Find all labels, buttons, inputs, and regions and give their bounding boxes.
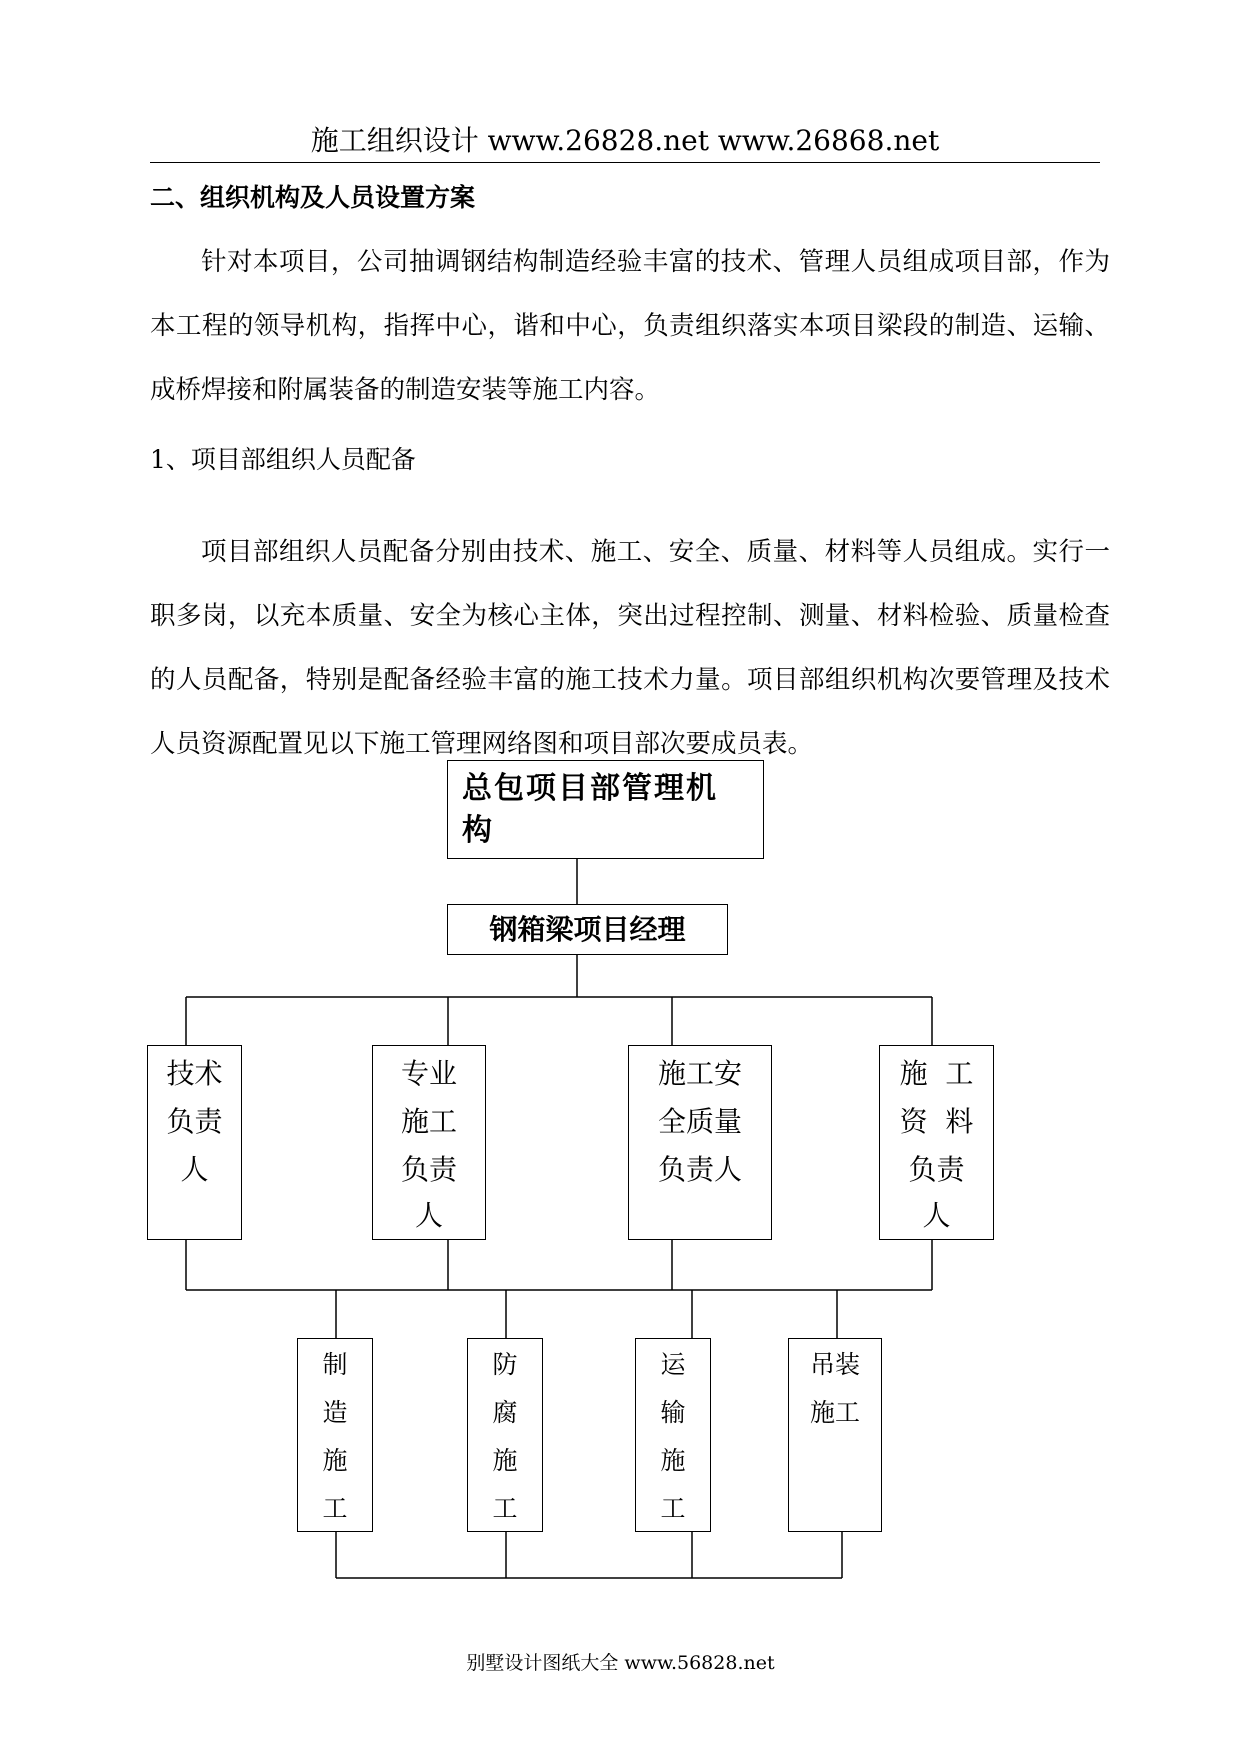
- page-footer: 别墅设计图纸大全 www.56828.net: [466, 1652, 775, 1674]
- team-transport-char: 施: [660, 1446, 686, 1475]
- team-manufacturing-char: 造: [322, 1398, 348, 1427]
- lead-docs-line: 人: [922, 1199, 951, 1232]
- team-anticorrosion-char: 腐: [492, 1398, 518, 1427]
- project-manager-box: [447, 904, 728, 955]
- top-management-line-1: 总包项目部管理机: [462, 771, 718, 806]
- team-box-manufacturing: [297, 1338, 373, 1532]
- lead-box-technical: [147, 1045, 242, 1240]
- lead-technical-line: 人: [180, 1153, 209, 1186]
- team-transport-char: 输: [660, 1398, 686, 1427]
- lead-technical-line: 技术: [166, 1057, 223, 1090]
- team-anticorrosion-char: 施: [492, 1446, 518, 1475]
- team-anticorrosion-char: 工: [492, 1494, 518, 1523]
- team-hoisting-line: 吊装: [809, 1350, 860, 1379]
- team-transport-char: 工: [660, 1494, 686, 1523]
- staffing-paragraph: 项目部组织人员配备分别由技术、施工、安全、质量、材料等人员组成。实行一职多岗，以充本质量、安全为核心主体，突出过程控制、测量、材料检验、质量检查的人员配备，特别是配备经验丰富的施工技术力量。项目部组织机构次要管理及技术人员资源配置见以下施工管理网络图和项目部次要成员表。: [150, 537, 1110, 759]
- lead-box-safety-quality: [628, 1045, 772, 1240]
- subheading: 1、项目部组织人员配备: [150, 445, 416, 474]
- lead-technical-line: 负责: [166, 1105, 223, 1138]
- team-hoisting-line: 施工: [809, 1398, 860, 1427]
- lead-docs-line: 负责: [908, 1153, 965, 1186]
- team-anticorrosion-char: 防: [492, 1350, 518, 1379]
- lead-docs-line: 施 工: [899, 1057, 974, 1090]
- lead-box-documentation: [879, 1045, 994, 1240]
- team-box-anticorrosion: [467, 1338, 543, 1532]
- lead-safety-line: 负责人: [657, 1153, 742, 1186]
- project-manager-label: 钢箱梁项目经理: [489, 913, 686, 946]
- intro-paragraph: 针对本项目，公司抽调钢结构制造经验丰富的技术、管理人员组成项目部，作为本工程的领导机构，指挥中心，谐和中心，负责组织落实本项目梁段的制造、运输、成桥焊接和附属装备的制造安装等施工内容。: [150, 247, 1110, 405]
- team-transport-char: 运: [660, 1350, 686, 1379]
- lead-box-construction: [372, 1045, 486, 1240]
- section-title: 二、组织机构及人员设置方案: [150, 183, 476, 212]
- top-management-line-2: 构: [462, 813, 492, 848]
- lead-construction-line: 负责: [400, 1153, 457, 1186]
- team-manufacturing-char: 工: [322, 1494, 348, 1523]
- top-management-box: [447, 760, 764, 859]
- page-header: 施工组织设计 www.26828.net www.26868.net: [310, 124, 940, 157]
- team-manufacturing-char: 制: [322, 1350, 348, 1379]
- lead-safety-line: 全质量: [657, 1105, 742, 1138]
- team-box-transport: [635, 1338, 711, 1532]
- lead-docs-line: 资 料: [899, 1105, 974, 1138]
- lead-construction-line: 施工: [400, 1105, 457, 1138]
- team-box-hoisting: [788, 1338, 882, 1532]
- team-manufacturing-char: 施: [322, 1446, 348, 1475]
- lead-construction-line: 人: [414, 1199, 443, 1232]
- lead-safety-line: 施工安: [657, 1057, 742, 1090]
- lead-construction-line: 专业: [400, 1057, 457, 1090]
